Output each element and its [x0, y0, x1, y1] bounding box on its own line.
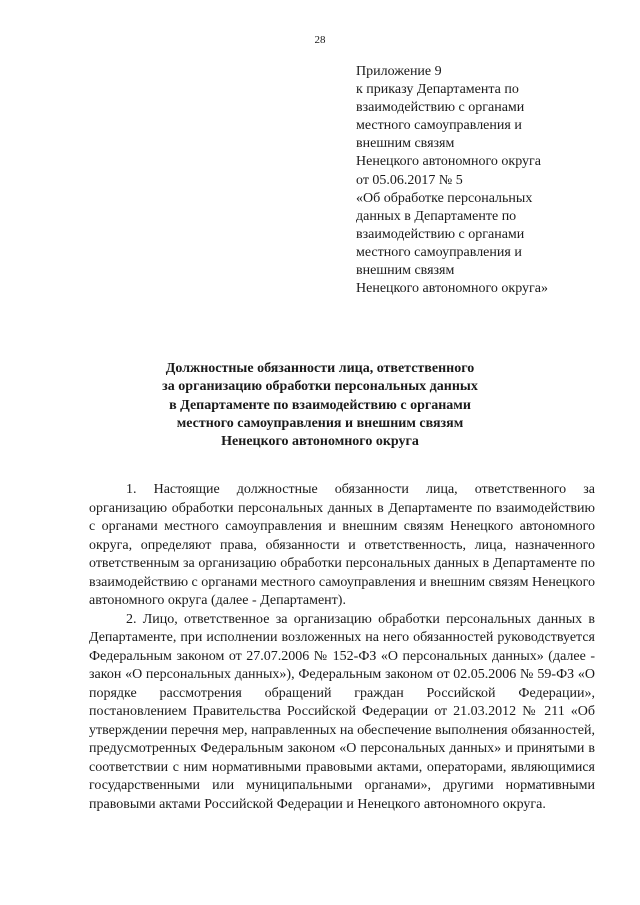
paragraph-1: 1. Настоящие должностные обязанности лица, ответственного за организацию обработки персональных данных в Департаменте по взаимодействию с органами местного самоуправления и внешним связям Ненецкого автономного округа, определяют права, обязанности и ответственность, лица, назначенного ответственным за организацию обработки персональных данных в Департаменте по взаимодействию с органами местного самоуправления и внешним связям Ненецкого автономного округа (далее - Департамент).	[89, 482, 595, 608]
paragraph-2: 2. Лицо, ответственное за организацию обработки персональных данных в Департаменте, при исполнении возложенных на него обязанностей руководствуется Федеральным законом от 27.07.2006 № 152-ФЗ «О персональных данных» (далее - закон «О персональных данных»), Федеральным законом от 02.05.2006 № 59-ФЗ «О порядке рассмотрения обращений граждан Российской Федерации», постановлением Правительства Российской Федерации от 21.03.2012 № 211 «Об утверждении перечня мер, направленных на обеспечение выполнения обязанностей, предусмотренных Федеральным законом «О персональных данных» и принятыми в соответствии с ним нормативными правовыми актами, операторами, являющимися государственными или муниципальными органами», другими нормативными правовыми актами Российской Федерации и Ненецкого автономного округа.	[89, 611, 595, 812]
title-line: Должностные обязанности лица, ответственного	[165, 361, 475, 376]
document-body	[89, 481, 595, 814]
annex-line: внешним связям	[356, 263, 455, 279]
document-title	[0, 360, 640, 451]
annex-line: взаимодействию с органами	[356, 226, 525, 242]
annex-line: местного самоуправления и	[356, 244, 522, 260]
annex-line: Приложение 9	[356, 64, 442, 79]
annex-line: данных в Департаменте по	[356, 208, 517, 224]
title-line: Ненецкого автономного округа	[221, 434, 419, 450]
title-line: в Департаменте по взаимодействию с органами	[169, 397, 471, 413]
annex-header	[356, 63, 626, 298]
annex-line: местного самоуправления и	[356, 118, 522, 134]
annex-line: Ненецкого автономного округа	[356, 154, 541, 170]
annex-line: от 05.06.2017 № 5	[356, 172, 463, 188]
annex-line: внешним связям	[356, 136, 455, 152]
annex-line: к приказу Департамента по	[356, 82, 519, 98]
annex-line: взаимодействию с органами	[356, 100, 525, 116]
annex-line: «Об обработке персональных	[356, 190, 533, 206]
annex-line: Ненецкого автономного округа»	[356, 281, 548, 297]
title-line: за организацию обработки персональных данных	[162, 379, 478, 395]
title-line: местного самоуправления и внешним связям	[176, 415, 464, 431]
page-number: 28	[314, 34, 326, 46]
